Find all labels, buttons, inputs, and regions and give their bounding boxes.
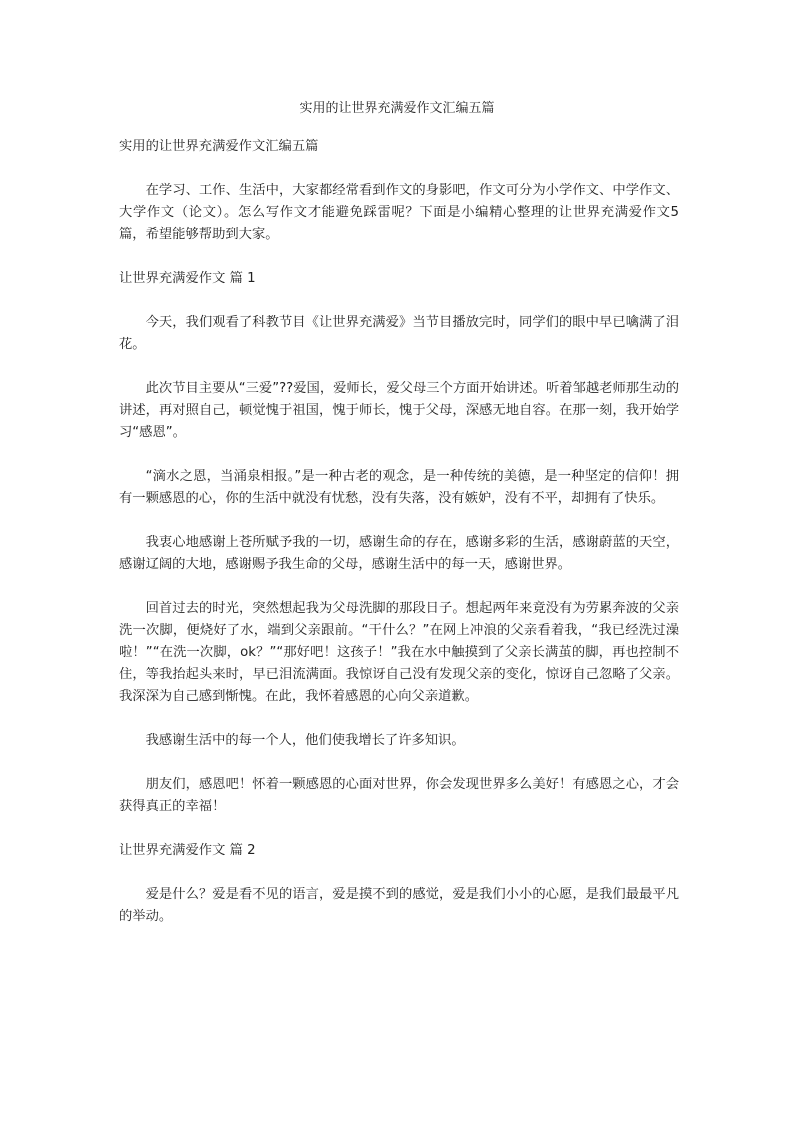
intro-paragraph: 在学习、工作、生活中，大家都经常看到作文的身影吧，作文可分为小学作文、中学作文、大学作文（论文）。怎么写作文才能避免踩雷呢？下面是小编精心整理的让世界充满爱作文5篇，希望能够帮助到大家。 [119, 183, 679, 242]
section-paragraph: 今天，我们观看了科教节目《让世界充满爱》当节目播放完时，同学们的眼中早已噙满了泪花。 [119, 315, 679, 352]
section-paragraph: 回首过去的时光，突然想起我为父母洗脚的那段日子。想起两年来竟没有为劳累奔波的父亲洗一次脚，便烧好了水，端到父亲跟前。“干什么？”在网上冲浪的父亲看着我，“我已经洗过澡啦！”“在洗一次脚，ok？”“那好吧！这孩子！”我在水中触摸到了父亲长满茧的脚，再也控制不住，等我抬起头来时，早已泪流满面。我惊讶自己没有发现父亲的变化，惊讶自己忽略了父亲。我深深为自己感到惭愧。在此，我怀着感恩的心向父亲道歉。 [119, 601, 679, 704]
section-paragraph: 我感谢生活中的每一个人，他们使我增长了许多知识。 [145, 733, 465, 748]
section-1 [119, 268, 679, 818]
section-heading: 让世界充满爱作文 篇 1 [119, 271, 256, 286]
document-subtitle: 实用的让世界充满爱作文汇编五篇 [119, 139, 319, 154]
section-paragraph: “滴水之恩，当涌泉相报。”是一种古老的观念，是一种传统的美德，是一种坚定的信仰！拥有一颗感恩的心，你的生活中就没有忧愁，没有失落，没有嫉妒，没有不平，却拥有了快乐。 [119, 469, 679, 506]
section-paragraph: 此次节目主要从“三爱”??爱国，爱师长，爱父母三个方面开始讲述。听着邹越老师那生动的讲述，再对照自己，顿觉愧于祖国，愧于师长，愧于父母，深感无地自容。在那一刻，我开始学习“感恩”。 [119, 381, 679, 440]
document-title: 实用的让世界充满爱作文汇编五篇 [299, 101, 495, 116]
section-2 [119, 840, 679, 928]
section-paragraph: 爱是什么？爱是看不见的语言，爱是摸不到的感觉，爱是我们小小的心愿，是我们最最平凡的举动。 [119, 887, 679, 924]
section-heading: 让世界充满爱作文 篇 2 [119, 843, 256, 858]
section-paragraph: 朋友们，感恩吧！怀着一颗感恩的心面对世界，你会发现世界多么美好！有感恩之心，才会获得真正的幸福！ [119, 777, 679, 814]
document-body [119, 136, 679, 950]
section-paragraph: 我衷心地感谢上苍所赋予我的一切，感谢生命的存在，感谢多彩的生活，感谢蔚蓝的天空，感谢辽阔的大地，感谢赐予我生命的父母，感谢生活中的每一天，感谢世界。 [119, 535, 679, 572]
